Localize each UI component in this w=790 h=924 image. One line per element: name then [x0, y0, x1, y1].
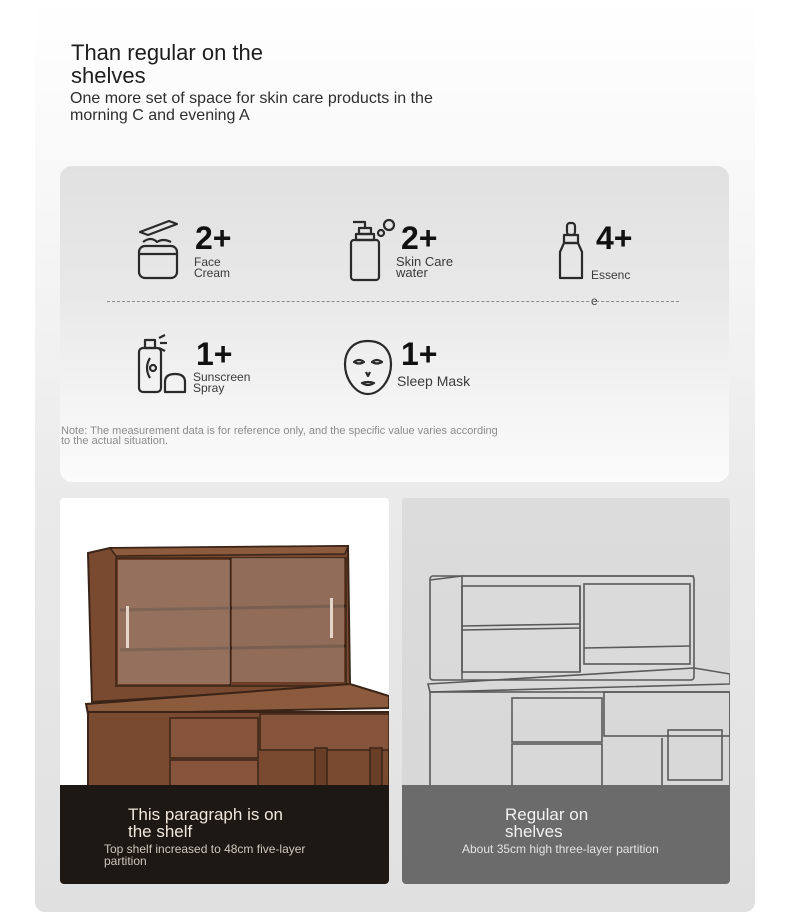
- skin-care-water-count: 2+: [401, 220, 438, 256]
- dashed-divider: [107, 301, 679, 302]
- face-cream-count: 2+: [195, 220, 232, 256]
- essence-dropper-bottle-icon: [556, 220, 586, 282]
- tall-shelf-subtitle: Top shelf increased to 48cm five-layer partition: [104, 842, 306, 868]
- tall-shelf-caption: [60, 785, 389, 884]
- regular-shelf-caption: [402, 785, 730, 884]
- sunscreen-spray-count: 1+: [196, 336, 233, 372]
- page-title: Than regular on the shelves: [71, 40, 264, 88]
- essence-label: Essenc e: [591, 268, 631, 308]
- measurement-note: Note: The measurement data is for reference only, and the specific value varies according to the actual situation.: [61, 425, 498, 447]
- page-subtitle: One more set of space for skin care products in the morning C and evening A: [70, 90, 433, 124]
- face-cream-jar-icon: [133, 218, 183, 282]
- tall-shelf-photo: [60, 498, 389, 884]
- regular-shelf-title: Regular on shelves: [505, 805, 589, 841]
- skin-care-water-label: Skin Care water: [396, 254, 454, 280]
- regular-shelf-subtitle: About 35cm high three-layer partition: [462, 842, 659, 856]
- sunscreen-spray-icon: [133, 334, 193, 396]
- tall-shelf-title: This paragraph is on the shelf: [128, 805, 283, 841]
- regular-shelf-photo: [402, 498, 730, 884]
- essence-count: 4+: [596, 220, 633, 256]
- sleep-mask-label: Sleep Mask: [397, 373, 471, 389]
- face-mask-icon: [342, 338, 394, 398]
- face-cream-label: Face Cream: [194, 255, 231, 280]
- pump-bottle-icon: [345, 216, 399, 282]
- sunscreen-spray-label: Sunscreen Spray: [193, 370, 251, 395]
- sleep-mask-count: 1+: [401, 336, 438, 372]
